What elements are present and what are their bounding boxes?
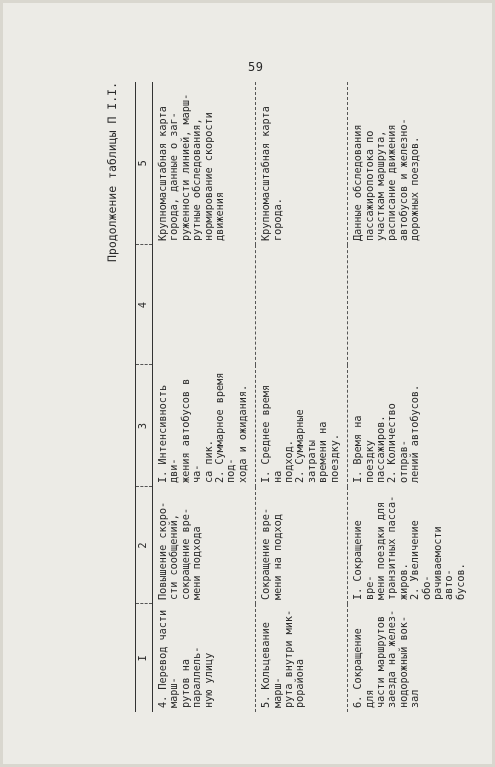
cell-effect: Повышение скоро- сти сообщений, сокращение вре- мени подхода	[153, 487, 256, 604]
cell-measure: 5. Кольцевание марш- рута внутри мик- рорайона	[256, 604, 348, 712]
rotated-table-block	[105, 82, 495, 712]
column-header-1: I	[136, 604, 153, 712]
table-row	[348, 82, 478, 712]
cell-sources: Крупномасштабная карта города.	[256, 82, 348, 245]
cell-empty	[256, 245, 348, 365]
column-header-4: 4	[136, 245, 153, 365]
cell-indicators: I. Интенсивность дви- жения автобусов в ча- са пик. 2. Суммарное время под- хода и ожидания.	[153, 365, 256, 487]
column-header-5: 5	[136, 82, 153, 245]
column-header-2: 2	[136, 487, 153, 604]
data-table	[135, 82, 477, 712]
cell-empty	[348, 245, 478, 365]
header-row	[136, 82, 153, 712]
cell-effect: I. Сокращение вре- мени поездки для транзитных пасса- жиров. 2. Увеличение обо- рачиваемости авто- бусов.	[353, 495, 467, 600]
table-row	[256, 82, 348, 712]
cell-empty	[153, 245, 256, 365]
cell-indicators: I. Время на поездку пассажиров. 2. Количество отправ- лений автобусов.	[353, 384, 422, 483]
cell-measure: 6. Сокращение для части маршрутов заезда на желез- нодорожный вок- зал	[353, 609, 422, 708]
cell-sources: Данные обследования пассажиропотока по участкам маршрута, расписание движения автобусов и железно- дорожных поездов.	[353, 118, 422, 241]
cell-effect: Сокращение вре- мени на подход	[256, 487, 348, 604]
column-header-3: 3	[136, 365, 153, 487]
page-number: 59	[248, 60, 264, 74]
table-caption: Продолжение таблицы П I.I.	[105, 82, 119, 263]
cell-indicators: I. Среднее время на подход. 2. Суммарные затраты времени на поездку.	[256, 365, 348, 487]
cell-sources: Крупномасштабная карта города, данные о заг- руженности линией, марш- рутные обследования, нормирование скорости движения	[153, 82, 256, 245]
cell-measure: 4. Перевод части марш- рутов на параллель- ную улицу	[153, 604, 256, 712]
table-row	[153, 82, 256, 712]
